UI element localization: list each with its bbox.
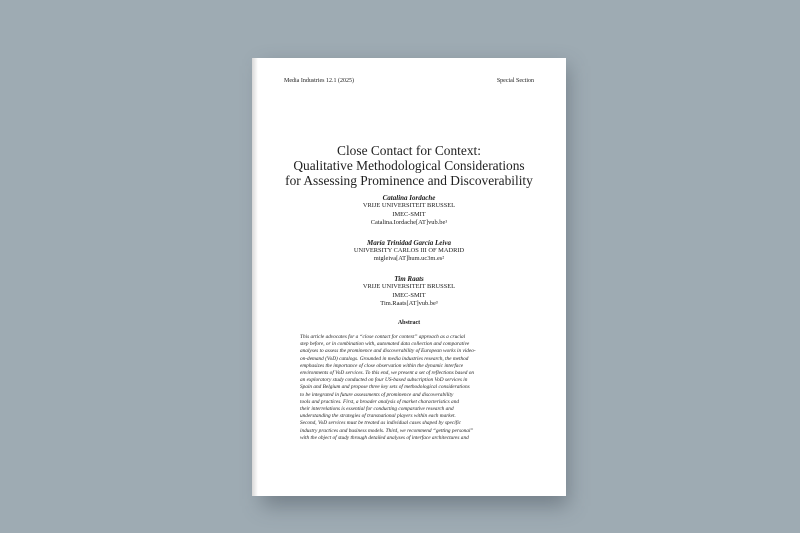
paper-page — [252, 58, 566, 496]
abstract-line: with the object of study through detailed analyses of interface architectures and — [300, 434, 469, 441]
author-name: Catalina Iordache — [382, 194, 436, 202]
abstract-body — [300, 334, 518, 442]
author-affiliation: UNIVERSITY CARLOS III OF MADRID — [353, 247, 465, 255]
abstract-line: their interrelations is essential for conducting comparative research and — [300, 406, 454, 413]
author-email: mtgleiva[AT]hum.uc3m.es² — [373, 255, 445, 263]
title-line: for Assessing Prominence and Discoverability — [285, 172, 533, 188]
author — [252, 239, 566, 264]
abstract-line: emphasizes the importance of close observation within the dynamic interface — [300, 362, 464, 369]
author — [252, 194, 566, 228]
abstract-heading: Abstract — [397, 320, 421, 326]
abstract-line: industry practices and business models. Third, we recommend “getting personal” — [300, 427, 474, 434]
title-line: Close Contact for Context: — [337, 143, 481, 158]
running-header — [284, 78, 534, 84]
abstract-line: Spain and Belgium and propose three key sets of methodological considerations — [300, 384, 470, 391]
abstract-line: to be integrated in future assessments of prominence and discoverability — [300, 391, 454, 398]
abstract-line: step before, or in combination with, automated data collection and comparative — [300, 341, 470, 348]
title-line: Qualitative Methodological Considerations — [293, 157, 525, 173]
author-name: Tim Raats — [394, 274, 424, 283]
abstract-line: This article advocates for a “close contact for context” approach as a crucial — [300, 334, 466, 340]
abstract-line: analyses to assess the prominence and discoverability of European works in video- — [300, 348, 476, 355]
abstract-line: tools and practices. First, a broader analysis of market characteristics and — [300, 398, 459, 405]
author-affiliation: VRIJE UNIVERSITEIT BRUSSEL — [362, 283, 456, 291]
author-block — [252, 194, 566, 319]
book-spine-shading — [252, 58, 258, 496]
abstract-line: on-demand (VoD) catalogs. Grounded in media industries research, the method — [300, 355, 469, 362]
paper-title — [252, 144, 566, 188]
author-affiliation: VRIJE UNIVERSITEIT BRUSSEL — [362, 202, 456, 210]
author-affiliation: IMEC-SMIT — [392, 291, 426, 299]
abstract-line: Second, VoD services must be treated as individual cases shaped by specific — [300, 420, 462, 427]
author-affiliation: IMEC-SMIT — [392, 210, 426, 218]
section-name: Special Section — [496, 78, 534, 84]
abstract-line: understanding the strategies of transnational players within each market. — [300, 413, 456, 420]
author-email: Tim.Raats[AT]vub.be³ — [380, 300, 438, 308]
author-name: María Trinidad García Leiva — [367, 238, 451, 247]
author — [252, 275, 566, 309]
abstract-line: environments of VoD services. To this end, we present a set of reflections based on — [300, 370, 474, 377]
author-email: Catalina.Iordache[AT]vub.be¹ — [370, 219, 448, 227]
journal-name: Media Industries 12.1 (2025) — [284, 78, 354, 84]
abstract-line: an exploratory study conducted on four US-based subscription VoD services in — [300, 377, 468, 384]
